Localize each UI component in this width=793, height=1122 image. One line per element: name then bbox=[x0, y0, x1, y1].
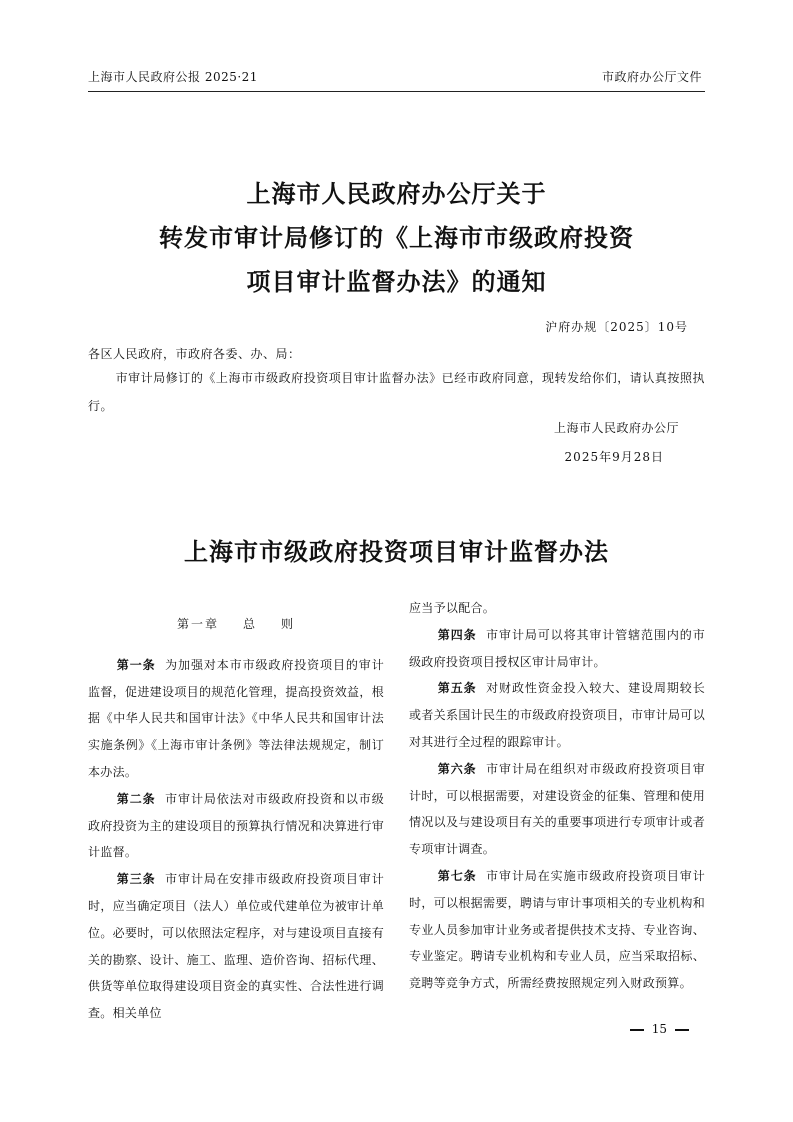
article-text: 市审计局在实施市级政府投资项目审计时，可以根据需要，聘请与审计事项相关的专业机构和专业人员参加审计业务或者提供技术支持、专业咨询、专业鉴定。聘请专业机构和专业人员，应当采取招标、竞聘等竞争方式，所需经费按照规定列入财政预算。 bbox=[409, 868, 705, 991]
article-4 bbox=[409, 622, 705, 676]
regulation-title: 上海市市级政府投资项目审计监督办法 bbox=[184, 537, 609, 566]
sign-date: 2025年9月28日 bbox=[564, 450, 664, 464]
chapter-label: 第一章 bbox=[176, 617, 219, 631]
right-column bbox=[409, 595, 705, 997]
chapter-title-b: 则 bbox=[281, 617, 296, 631]
article-text: 市审计局依法对市级政府投资和以市级政府投资为主的建设项目的预算执行情况和决算进行审计监督。 bbox=[88, 791, 384, 860]
article-label: 第七条 bbox=[437, 868, 477, 883]
page-number-dash-right bbox=[675, 1029, 689, 1031]
notice-title-line: 转发市审计局修订的《上海市市级政府投资 bbox=[159, 223, 634, 252]
article-text: 对财政性资金投入较大、建设周期较长或者关系国计民生的市级政府投资项目，市审计局可以对其进行全过程的跟踪审计。 bbox=[409, 681, 705, 749]
article-text: 市审计局可以将其审计管辖范围内的市级政府投资项目授权区审计局审计。 bbox=[409, 627, 705, 669]
article-7 bbox=[409, 863, 705, 997]
notice-title-line: 上海市人民政府办公厅关于 bbox=[246, 179, 547, 208]
article-text: 市审计局在组织对市级政府投资项目审计时，可以根据需要，对建设资金的征集、管理和使用情况以及与建设项目有关的重要事项进行专项审计或者专项审计调查。 bbox=[409, 761, 705, 857]
chapter-heading bbox=[88, 611, 384, 638]
header-section: 市政府办公厅文件 bbox=[601, 70, 702, 84]
notice-title-line: 项目审计监督办法》的通知 bbox=[246, 267, 547, 296]
addressee: 各区人民政府，市政府各委、办、局： bbox=[88, 347, 301, 361]
article-1 bbox=[88, 652, 384, 786]
article-label: 第五条 bbox=[437, 681, 477, 696]
article-label: 第四条 bbox=[437, 627, 477, 642]
chapter-title-a: 总 bbox=[242, 617, 257, 631]
header-rule bbox=[88, 91, 705, 92]
article-label: 第一条 bbox=[116, 657, 156, 672]
article-label: 第六条 bbox=[437, 761, 477, 776]
left-column bbox=[88, 595, 384, 1027]
notice-body: 市审计局修订的《上海市市级政府投资项目审计监督办法》已经市政府同意，现转发给你们，请认真按照执行。 bbox=[88, 371, 705, 413]
article-3-continuation: 应当予以配合。 bbox=[409, 601, 496, 615]
page-number-dash-left bbox=[630, 1029, 644, 1031]
page-number-value: 15 bbox=[651, 1022, 667, 1036]
signer: 上海市人民政府办公厅 bbox=[553, 421, 679, 435]
article-text: 市审计局在安排市级政府投资项目审计时，应当确定项目（法人）单位或代建单位为被审计单位。必要时，可以依照法定程序，对与建设项目直接有关的勘察、设计、施工、监理、造价咨询、招标代理、供货等单位取得建设项目资金的真实性、合法性进行调查。相关单位 bbox=[88, 872, 384, 1021]
article-label: 第三条 bbox=[116, 872, 156, 887]
article-6 bbox=[409, 756, 705, 863]
article-3 bbox=[88, 866, 384, 1027]
notice-title bbox=[88, 172, 705, 304]
page-number bbox=[622, 1022, 697, 1036]
article-label: 第二条 bbox=[116, 791, 156, 806]
header-publication: 上海市人民政府公报 2025·21 bbox=[88, 70, 258, 84]
article-2 bbox=[88, 786, 384, 866]
article-text: 为加强对本市市级政府投资项目的审计监督，促进建设项目的规范化管理，提高投资效益，根据《中华人民共和国审计法》《中华人民共和国审计法实施条例》《上海市审计条例》等法律法规规定，制订本办法。 bbox=[88, 657, 384, 779]
article-5 bbox=[409, 675, 705, 755]
document-number: 沪府办规〔2025〕10号 bbox=[545, 320, 688, 334]
